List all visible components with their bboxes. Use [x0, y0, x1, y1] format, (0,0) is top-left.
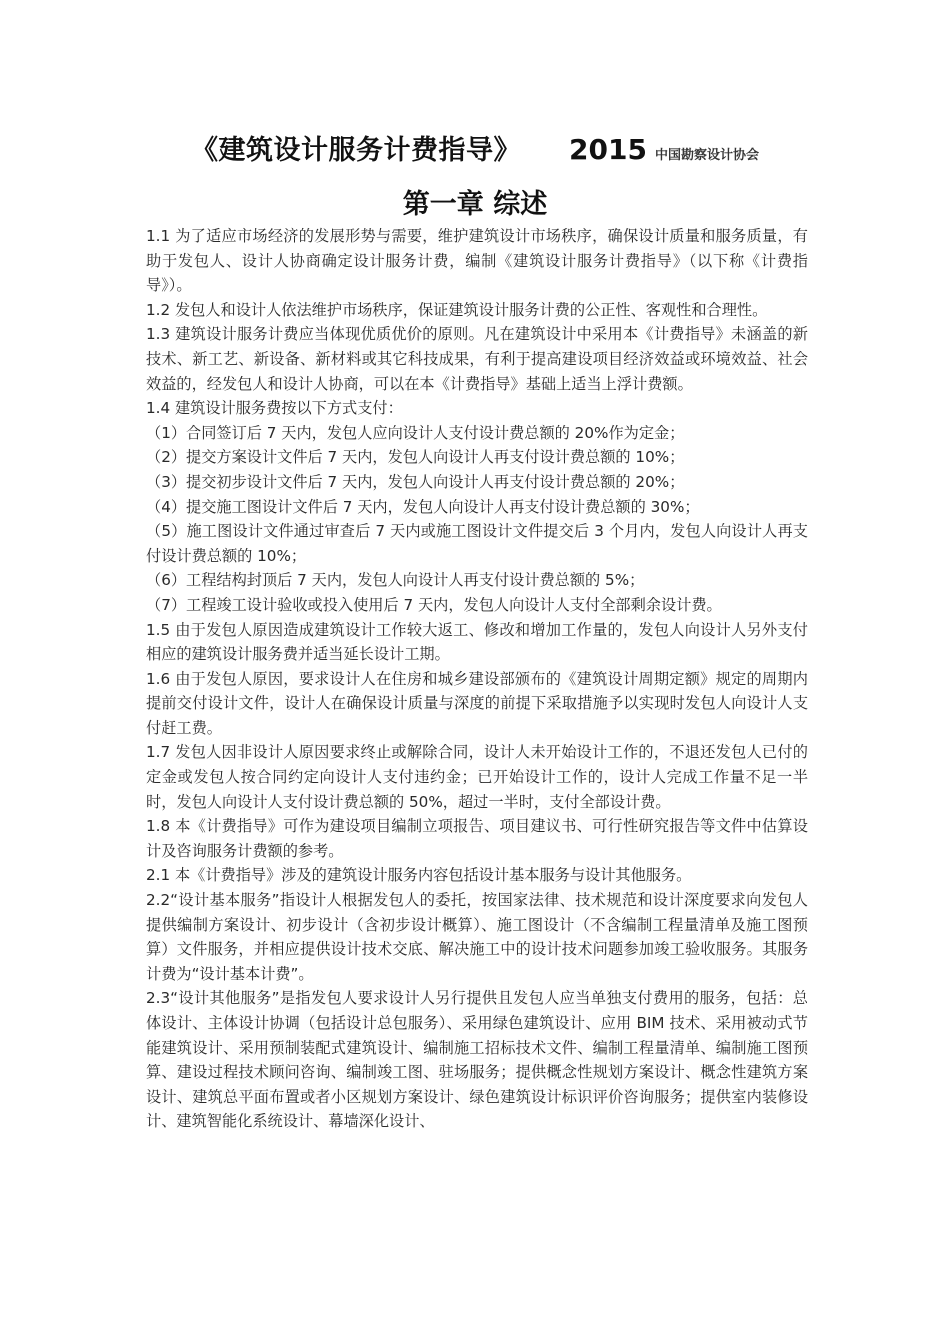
paragraph-2-2: 2.2“设计基本服务”指设计人根据发包人的委托，按国家法律、技术规范和设计深度要求向发包人提供编制方案设计、初步设计（含初步设计概算）、施工图设计（不含编制工程量清单及施工图预算）文件服务，并相应提供设计技术交底、解决施工中的设计技术问题参加竣工验收服务。其服务计费为“设计基本计费”。 — [146, 891, 808, 983]
paragraph-1-2: 1.2 发包人和设计人依法维护市场秩序，保证建筑设计服务计费的公正性、客观性和合理性。 — [146, 300, 768, 319]
paragraph-2-1: 2.1 本《计费指导》涉及的建筑设计服务内容包括设计基本服务与设计其他服务。 — [146, 866, 692, 885]
payment-item-6: （6）工程结构封顶后 7 天内，发包人向设计人再支付设计费总额的 5%； — [146, 571, 645, 590]
paragraph-1-7: 1.7 发包人因非设计人原因要求终止或解除合同，设计人未开始设计工作的，不退还发包人已付的定金或发包人按合同约定向设计人支付违约金；已开始设计工作的，设计人完成工作量不足一半时，发包人向设计人支付设计费总额的 50%，超过一半时，支付全部设计费。 — [146, 743, 808, 811]
document-header — [0, 128, 950, 167]
paragraph-1-6: 1.6 由于发包人原因，要求设计人在住房和城乡建设部颁布的《建筑设计周期定额》规定的周期内提前交付设计文件，设计人在确保设计质量与深度的前提下采取措施予以实现时发包人向设计人支付赶工费。 — [146, 669, 808, 737]
document-title: 《建筑设计服务计费指导》 — [191, 135, 522, 166]
payment-item-5: （5）施工图设计文件通过审查后 7 天内或施工图设计文件提交后 3 个月内，发包人向设计人再支付设计费总额的 10%； — [146, 522, 808, 565]
payment-item-3: （3）提交初步设计文件后 7 天内，发包人向设计人再支付设计费总额的 20%； — [146, 472, 685, 491]
paragraph-1-1: 1.1 为了适应市场经济的发展形势与需要，维护建筑设计市场秩序，确保设计质量和服务质量，有助于发包人、设计人协商确定设计服务计费，编制《建筑设计服务计费指导》（以下称《计费指导》）。 — [146, 227, 808, 295]
paragraph-2-3: 2.3“设计其他服务”是指发包人要求设计人另行提供且发包人应当单独支付费用的服务，包括：总体设计、主体设计协调（包括设计总包服务）、采用绿色建筑设计、应用 BIM 技术、采用被动式节能建筑设计、采用预制装配式建筑设计、编制施工招标技术文件、编制工程量清单、编制施工图预算、建设过程技术顾问咨询、编制竣工图、驻场服务；提供概念性规划方案设计、概念性建筑方案设计、建筑总平面布置或者小区规划方案设计、绿色建筑设计标识评价咨询服务；提供室内装修设计、建筑智能化系统设计、幕墙深化设计、 — [146, 989, 808, 1131]
payment-item-4: （4）提交施工图设计文件后 7 天内，发包人向设计人再支付设计费总额的 30%； — [146, 497, 700, 516]
document-year: 2015 — [569, 133, 647, 166]
paragraph-1-3: 1.3 建筑设计服务计费应当体现优质优价的原则。凡在建筑设计中采用本《计费指导》未涵盖的新技术、新工艺、新设备、新材料或其它科技成果，有利于提高建设项目经济效益或环境效益、社会效益的，经发包人和设计人协商，可以在本《计费指导》基础上适当上浮计费额。 — [146, 325, 808, 393]
payment-item-7: （7）工程竣工设计验收或投入使用后 7 天内，发包人向设计人支付全部剩余设计费。 — [146, 595, 722, 614]
paragraph-1-5: 1.5 由于发包人原因造成建筑设计工作较大返工、修改和增加工作量的，发包人向设计人另外支付相应的建筑设计服务费并适当延长设计工期。 — [146, 620, 808, 664]
document-organization: 中国勘察设计协会 — [654, 148, 759, 163]
chapter-title: 第一章 综述 — [402, 189, 548, 220]
document-body — [146, 224, 808, 1134]
payment-item-1: （1）合同签订后 7 天内，发包人应向设计人支付设计费总额的 20%作为定金； — [146, 423, 685, 442]
payment-item-2: （2）提交方案设计文件后 7 天内，发包人向设计人再支付设计费总额的 10%； — [146, 448, 685, 467]
paragraph-1-8: 1.8 本《计费指导》可作为建设项目编制立项报告、项目建议书、可行性研究报告等文件中估算设计及咨询服务计费额的参考。 — [146, 817, 808, 860]
paragraph-1-4: 1.4 建筑设计服务费按以下方式支付： — [146, 399, 403, 418]
